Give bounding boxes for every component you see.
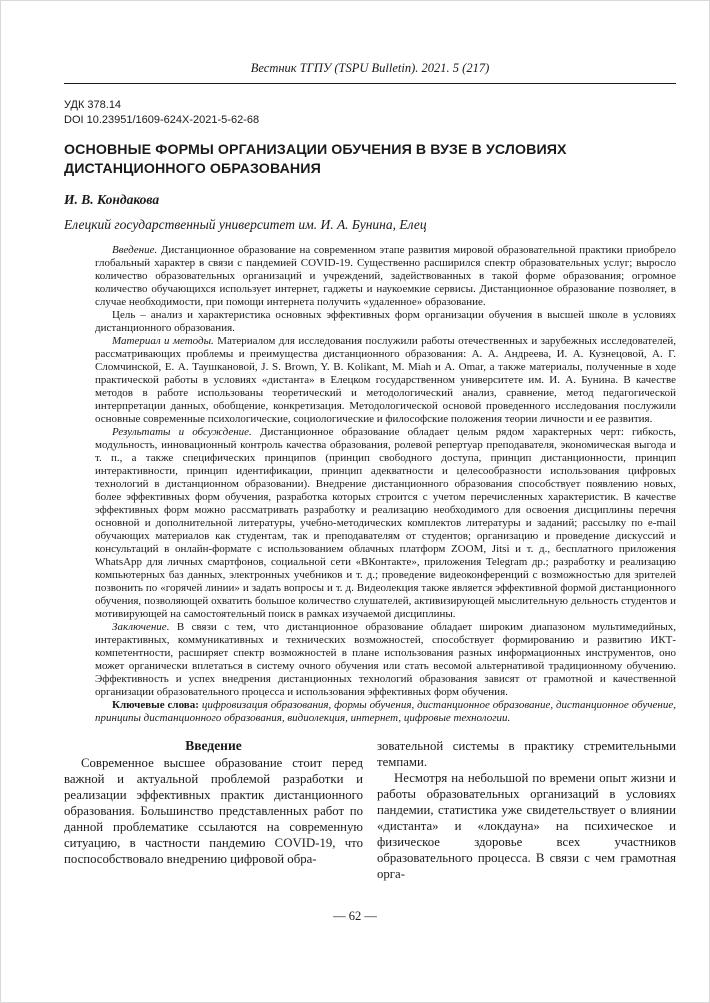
abstract-lead-conclusion: Заключение.	[112, 621, 170, 633]
header-rule	[64, 83, 676, 84]
article-meta	[64, 98, 676, 127]
page-footer	[1, 909, 709, 924]
keywords-label: Ключевые слова:	[112, 699, 199, 711]
section-heading-introduction: Введение	[185, 738, 242, 753]
abstract-block	[64, 244, 676, 725]
running-head: Вестник ТГПУ (TSPU Bulletin). 2021. 5 (217)	[250, 61, 490, 75]
abstract-text-goal: Цель – анализ и характеристика основных эффективных форм организации обучения в высшей школе в условиях дистанционного образования.	[95, 309, 676, 334]
abstract-lead-results: Результаты и обсуждение.	[112, 426, 252, 438]
abstract-paragraph-goal	[95, 309, 676, 335]
right-column	[377, 738, 676, 882]
body-paragraph: Современное высшее образование стоит перед важной и актуальной проблемой разработки и реализации эффективных практик дистанционного образования. Большинство представленных работ по данной проблематике ссылаются на современную ситуацию, в частности пандемию COVID-19, что поспособствовало внедрению цифровой обра-	[64, 756, 363, 866]
abstract-paragraph-results	[95, 426, 676, 621]
abstract-paragraph-conclusion	[95, 621, 676, 699]
left-column	[64, 738, 363, 882]
page-number: — 62 —	[333, 909, 377, 923]
abstract-lead-introduction: Введение.	[112, 244, 158, 256]
article-affiliation: Елецкий государственный университет им. И. А. Бунина, Елец	[64, 217, 427, 232]
body-paragraph: Несмотря на небольшой по времени опыт жизни и работы образовательных организаций в условиях пандемии, статистика уже свидетельствует о влиянии «дистанта» и «локдауна» на психическое и физическое здоровье всех участников образовательного процесса. В связи с чем грамотная орга-	[377, 771, 676, 881]
body-paragraph-continuation: зовательной системы в практику стремительными темпами.	[377, 739, 676, 769]
keywords-paragraph	[95, 699, 676, 725]
abstract-paragraph-methods	[95, 335, 676, 426]
two-column-body	[64, 738, 676, 882]
doi-number: DOI 10.23951/1609-624X-2021-5-62-68	[64, 113, 260, 126]
abstract-paragraph-introduction	[95, 244, 676, 309]
udc-number: УДК 378.14	[64, 99, 122, 111]
abstract-text-conclusion: В связи с тем, что дистанционное образование обладает широким диапазоном мультимедийных, интерактивных, коммуникативных и технических возможностей, способствует формированию и развитию ИКТ-компетентности, расширяет спектр возможностей в плане использования разных информационных инструментов, оно может органически вплетаться в систему очного обучения или стать весомой альтернативой традиционному обучению. Эффективность и успех внедрения дистанционных технологий образования зависят от грамотной и качественной организации образовательного процесса и использования эффективных форм обучения.	[95, 621, 677, 698]
abstract-text-methods: Материалом для исследования послужили работы отечественных и зарубежных исследователей, рассматривающих проблемы и преимущества дистанционного образования: А. А. Андреева, И. А. Кузнецовой, А. Г. Сломчинской, Е. А. Таушкановой, J. S. Brown, Y. B. Kolikant, M. Miah и A. Omar, а также материалы, полученные в ходе практической работы в условиях «дистанта» в Елецком государственном университете им. И. А. Бунина. В качестве методов в работе использованы теоретический и методологический анализ, сравнение, метод педагогической интерпретации данных, обобщение, конкретизация. Методологической основой проведенного исследования послужили основные современные психологические, социологические и философские положения теории личности и ее развития.	[95, 335, 677, 425]
abstract-lead-methods: Материал и методы.	[112, 335, 214, 347]
keywords-text: цифровизация образования, формы обучения, дистанционное образование, дистанционное обучение, принципы дистанционного образования, видиолекция, интернет, цифровые технологии.	[95, 699, 677, 724]
abstract-text-results: Дистанционное образование обладает целым рядом характерных черт: гибкость, модульность, инновационный контроль качества образования, ролевой репертуар преподавателя, экономическая выгода и т. п., а также специфических принципов (принцип свободного доступа, принцип дистанционности, принцип интерактивности, принцип идентификации, принцип адекватности и целесообразности использования цифровых технологий в дистанционном образовании). Внедрение дистанционного образования способствует появлению новых, более эффективных форм обучения, разработка которых строится с учетом перечисленных характеристик. В качестве эффективных форм можно рассматривать разработку и реализацию необходимого для освоения дисциплины перечня основной и дополнительной литературы, учебно-методических комплектов литературы и заданий; рассылку по e-mail обучающих материалов как студентам, так и преподавателям от студентов; организацию и проведение дискуссий и консультаций в онлайн-формате с использованием облачных платформ ZOOM, Jitsi и т. д., бесплатного приложения WhatsApp для личных смартфонов, социальной сети «ВКонтакте», приложения Telegram др.; разработку и реализацию компьютерных баз данных, электронных учебников и т. д.; проведение видеоконференций с возможностью для зрителей позвонить по «горячей линии» и задать вопросы и т. д. Видеолекция также является эффективной формой дистанционного обучения, позволяющей охватить большое количество слушателей, активизирующей мыслительную дельность студентов и мотивирующей на самостоятельный поиск в рамках изучаемой дисциплины.	[95, 426, 677, 620]
page-header	[64, 61, 676, 84]
article-author: И. В. Кондакова	[64, 192, 160, 207]
article-title: ОСНОВНЫЕ ФОРМЫ ОРГАНИЗАЦИИ ОБУЧЕНИЯ В ВУЗЕ В УСЛОВИЯХ ДИСТАНЦИОННОГО ОБРАЗОВАНИЯ	[64, 142, 567, 177]
abstract-text-introduction: Дистанционное образование на современном этапе развития мировой образовательной практики приобрело глобальный характер в связи с пандемией COVID-19. Существенно расширился спектр образовательных услуг; выросло количество образовательных организаций и учреждений, задействованных в такой форме образования; огромное количество обучающихся использует интернет, гаджеты и наукоемкие сервисы. Дистанционное образование позволяет, в случае необходимости, при помощи интернета получить «удаленное» образование.	[95, 244, 677, 308]
